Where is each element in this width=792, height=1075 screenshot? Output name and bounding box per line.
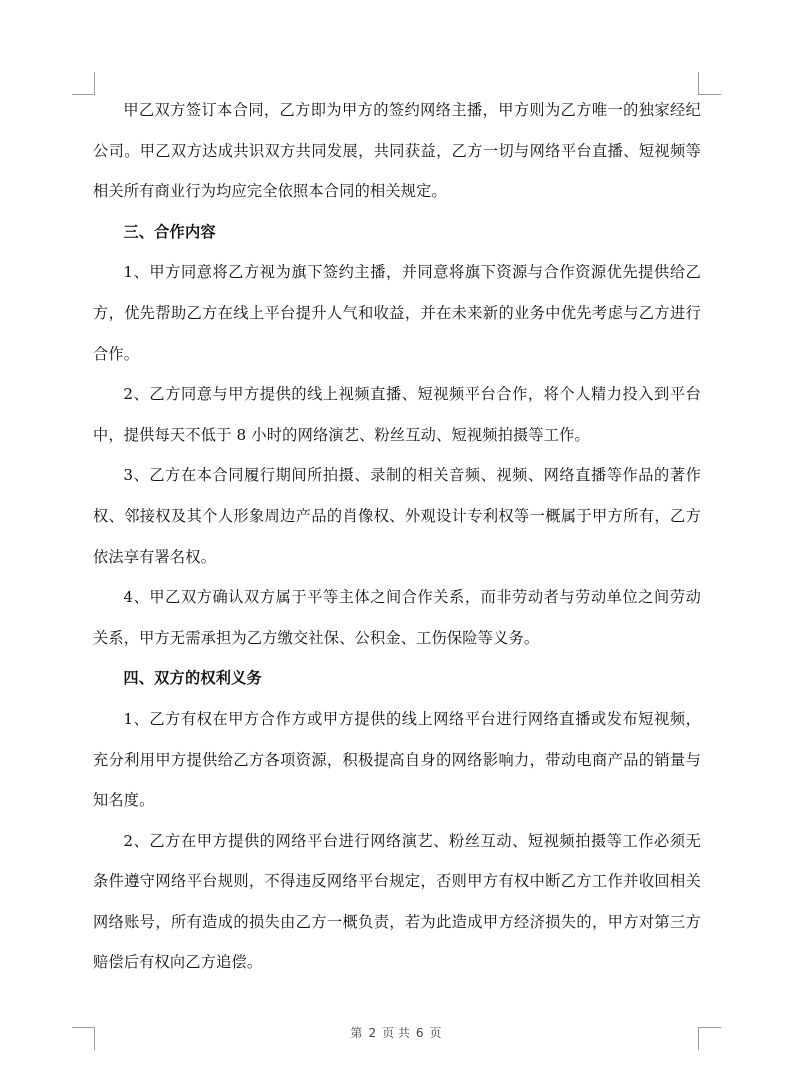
page-number-footer: [0, 1024, 792, 1041]
paragraph: 3、乙方在本合同履行期间所拍摄、录制的相关音频、视频、网络直播等作品的著作权、邻接权及其个人形象周边产品的肖像权、外观设计专利权等一概属于甲方所有，乙方依法享有署名权。: [93, 466, 701, 566]
document-body: [93, 90, 701, 983]
footer-suffix: 页: [429, 1026, 442, 1040]
footer-prefix: 第: [350, 1026, 363, 1040]
total-page-count: 6: [415, 1026, 424, 1040]
current-page-number: 2: [368, 1026, 377, 1040]
page-corner-mark-top-left: [72, 72, 95, 95]
section-heading: 三、合作内容: [123, 222, 216, 241]
page-corner-mark-top-right: [698, 72, 721, 95]
section-heading: 四、双方的权利义务: [123, 669, 262, 688]
paragraph: 2、乙方同意与甲方提供的线上视频直播、短视频平台合作，将个人精力投入到平台中，提供每天不低于 8 小时的网络演艺、粉丝互动、短视频拍摄等工作。: [93, 385, 701, 444]
paragraph: 甲乙双方签订本合同，乙方即为甲方的签约网络主播，甲方则为乙方唯一的独家经纪公司。甲乙双方达成共识双方共同发展，共同获益，乙方一切与网络平台直播、短视频等相关所有商业行为均应完全依照本合同的相关规定。: [93, 101, 701, 201]
paragraph: 2、乙方在甲方提供的网络平台进行网络演艺、粉丝互动、短视频拍摄等工作必须无条件遵守网络平台规则，不得违反网络平台规定，否则甲方有权中断乙方工作并收回相关网络账号，所有造成的损失由乙方一概负责，若为此造成甲方经济损失的，甲方对第三方赔偿后有权向乙方追偿。: [93, 831, 701, 972]
paragraph: 4、甲乙双方确认双方属于平等主体之间合作关系，而非劳动者与劳动单位之间劳动关系，甲方无需承担为乙方缴交社保、公积金、工伤保险等义务。: [93, 588, 701, 647]
paragraph: 1、甲方同意将乙方视为旗下签约主播，并同意将旗下资源与合作资源优先提供给乙方，优先帮助乙方在线上平台提升人气和收益，并在未来新的业务中优先考虑与乙方进行合作。: [93, 263, 701, 363]
paragraph: 1、乙方有权在甲方合作方或甲方提供的线上网络平台进行网络直播或发布短视频，充分利用甲方提供给乙方各项资源，积极提高自身的网络影响力，带动电商产品的销量与知名度。: [93, 709, 701, 810]
footer-middle: 页 共: [382, 1026, 410, 1040]
